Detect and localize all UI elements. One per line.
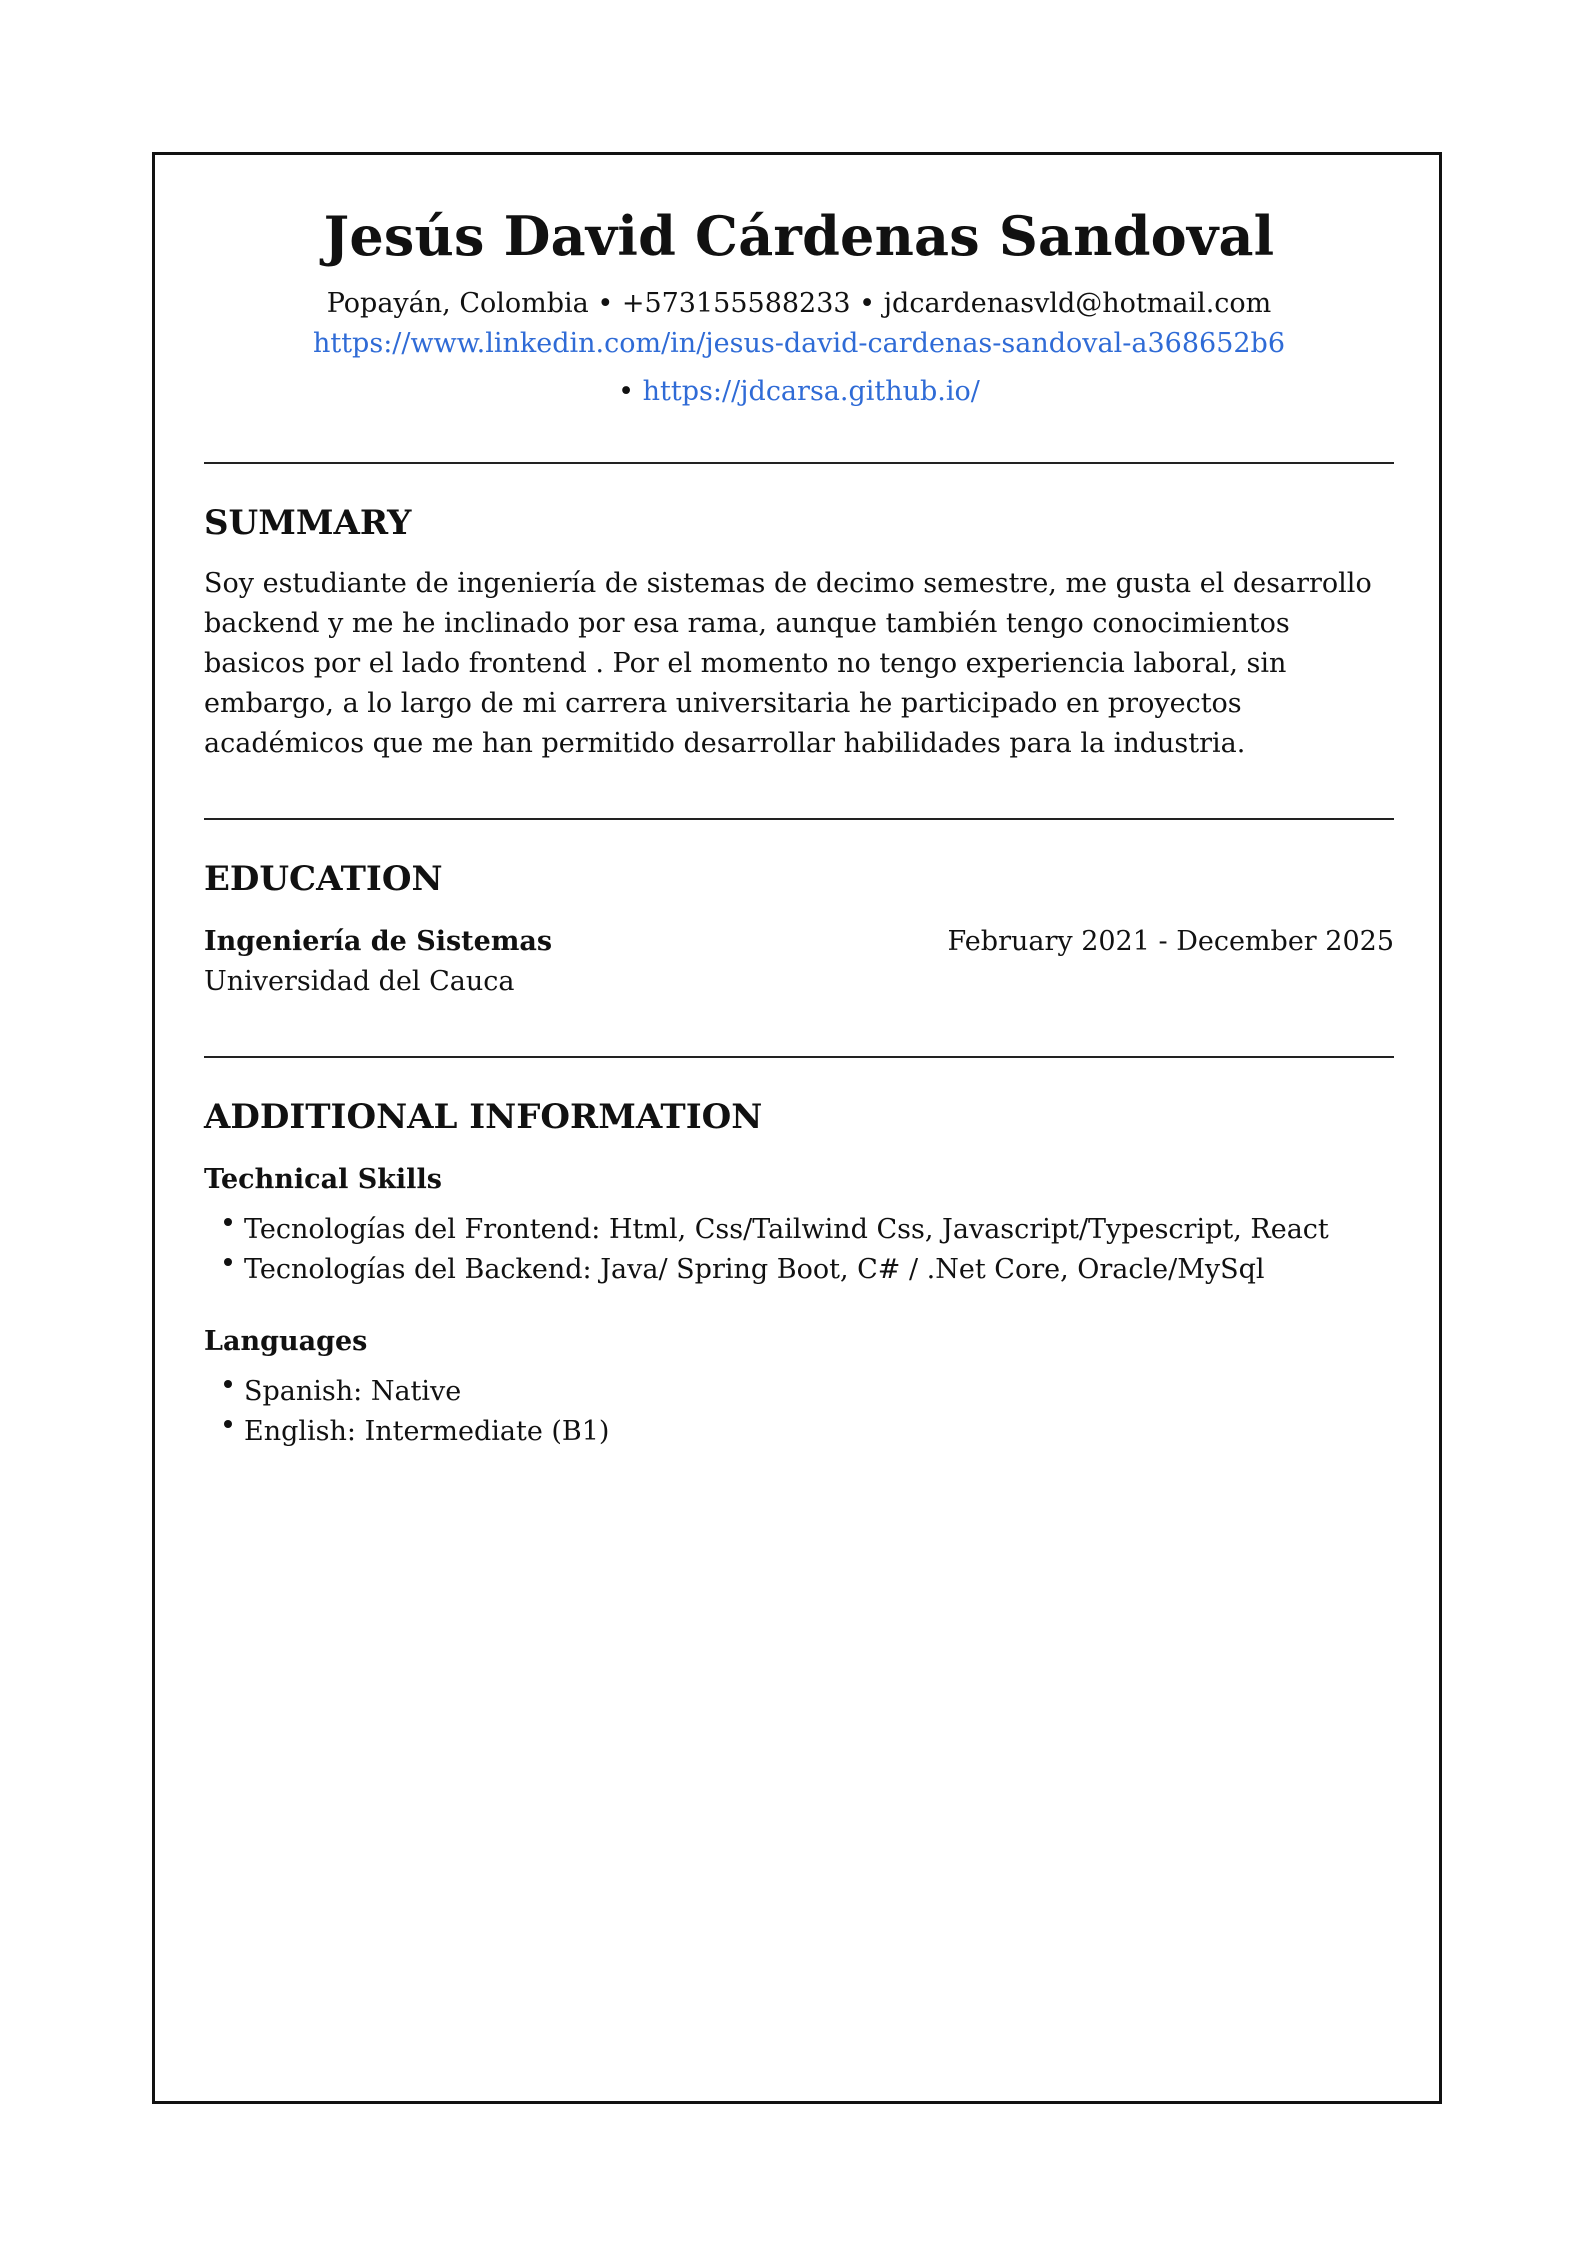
skill-text: Tecnologías del Frontend: Html, Css/Tailwind Css, Javascript/Typescript, React <box>244 1214 1329 1245</box>
section-divider <box>204 1056 1394 1058</box>
list-item <box>204 1372 1394 1412</box>
summary-text: Soy estudiante de ingeniería de sistemas de decimo semestre, me gusta el desarrollo backend y me he inclinado por esa rama, aunque también tengo conocimientos basicos por el lado frontend . Por el momento no tengo experiencia laboral, sin embargo, a lo largo de mi carrera universitaria he participado en proyectos académicos que me han permitido desarrollar habilidades para la industria. <box>204 568 1372 759</box>
bullet-icon <box>224 1420 232 1428</box>
education-heading: EDUCATION <box>204 859 443 899</box>
education-row <box>204 922 1394 962</box>
education-dates: February 2021 - December 2025 <box>947 926 1394 957</box>
education-institution: Universidad del Cauca <box>204 966 515 997</box>
list-item <box>204 1250 1394 1290</box>
website-link[interactable]: https://jdcarsa.github.io/ <box>642 376 980 407</box>
contact-line: Popayán, Colombia • +573155588233 • jdcardenasvld@hotmail.com <box>326 288 1272 319</box>
list-item <box>204 1412 1394 1452</box>
education-institution-row <box>204 962 1394 1002</box>
education-degree: Ingeniería de Sistemas <box>204 926 553 957</box>
section-divider <box>204 462 1394 464</box>
resume-content <box>204 200 1394 1452</box>
languages-list <box>204 1372 1394 1452</box>
linkedin-line <box>204 324 1394 364</box>
website-line <box>204 372 1394 412</box>
linkedin-link[interactable]: https://www.linkedin.com/in/jesus-david-cardenas-sandoval-a368652b6 <box>312 328 1286 359</box>
technical-skills-list <box>204 1210 1394 1290</box>
bullet-icon <box>224 1218 232 1226</box>
education-entry <box>204 922 1394 1002</box>
skill-text: Tecnologías del Backend: Java/ Spring Boot, C# / .Net Core, Oracle/MySql <box>244 1254 1265 1285</box>
technical-skills-heading: Technical Skills <box>204 1164 442 1195</box>
language-text: Spanish: Native <box>244 1376 462 1407</box>
list-item <box>204 1210 1394 1250</box>
bullet-icon <box>224 1380 232 1388</box>
candidate-name: Jesús David Cárdenas Sandoval <box>323 204 1275 268</box>
summary-heading: SUMMARY <box>204 503 412 543</box>
language-text: English: Intermediate (B1) <box>244 1416 610 1447</box>
languages-heading: Languages <box>204 1326 368 1357</box>
bullet-separator: • <box>618 376 635 407</box>
bullet-icon <box>224 1258 232 1266</box>
section-divider <box>204 818 1394 820</box>
additional-heading: ADDITIONAL INFORMATION <box>204 1097 763 1137</box>
